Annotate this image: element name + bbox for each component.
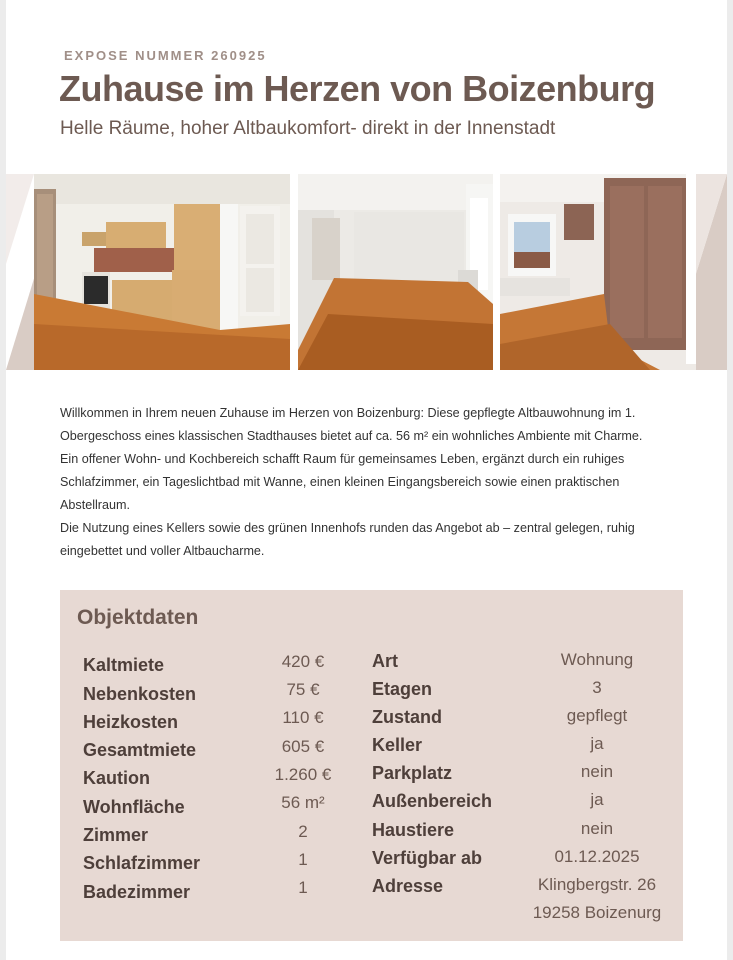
label-nebenkosten: Nebenkosten <box>83 684 197 704</box>
value-etagen: 3 <box>592 678 602 697</box>
value-kaltmiete: 420 € <box>281 652 325 671</box>
value-verfuegbar-ab: 01.12.2025 <box>554 847 640 866</box>
label-art: Art <box>372 651 398 671</box>
label-wohnflaeche: Wohnfläche <box>83 797 185 817</box>
page-title: Zuhause im Herzen von Boizenburg <box>59 68 656 109</box>
label-schlafzimmer: Schlafzimmer <box>83 853 201 873</box>
label-verfuegbar-ab: Verfügbar ab <box>372 848 483 868</box>
value-parkplatz: nein <box>580 762 614 781</box>
value-gesamtmiete: 605 € <box>281 737 325 756</box>
value-zimmer: 2 <box>298 822 308 841</box>
photo-bedroom <box>500 174 696 370</box>
photo-living-room <box>298 174 493 370</box>
intro-paragraph: Die Nutzung eines Kellers sowie des grünen Innenhofs runden das Angebot ab – zentral gelegen, ruhig eingebettet und voller Altbaucharme. <box>60 521 635 558</box>
value-zustand: gepflegt <box>566 706 628 725</box>
label-gesamtmiete: Gesamtmiete <box>83 740 197 760</box>
expose-page <box>6 0 727 960</box>
value-wohnflaeche: 56 m² <box>281 793 325 812</box>
value-schlafzimmer: 1 <box>298 850 308 869</box>
label-adresse: Adresse <box>372 876 444 896</box>
label-parkplatz: Parkplatz <box>372 763 453 783</box>
value-aussenbereich: ja <box>590 790 604 809</box>
value-kaution: 1.260 € <box>274 765 332 784</box>
intro-paragraph: Willkommen in Ihrem neuen Zuhause im Herzen von Boizenburg: Diese gepflegte Altbauwohnung im 1. Obergeschoss eines klassischen Stadthauses bietet auf ca. 56 m² ein wohnliches Ambiente mit Charme. <box>60 406 643 443</box>
page-subtitle: Helle Räume, hoher Altbaukomfort- direkt in der Innenstadt <box>60 118 556 139</box>
photo-kitchen <box>34 174 290 370</box>
label-etagen: Etagen <box>372 679 433 699</box>
label-keller: Keller <box>372 735 423 755</box>
label-heizkosten: Heizkosten <box>83 712 179 732</box>
value-keller: ja <box>590 734 604 753</box>
value-haustiere: nein <box>580 819 614 838</box>
value-adresse-city: 19258 Boizenurg <box>532 903 662 922</box>
label-aussenbereich: Außenbereich <box>372 791 493 811</box>
value-heizkosten: 110 € <box>282 708 324 727</box>
expose-number: EXPOSE NUMMER 260925 <box>64 48 267 63</box>
value-badezimmer: 1 <box>298 878 308 897</box>
objektdaten-box <box>60 590 683 941</box>
value-adresse-street: Klingbergstr. 26 <box>537 875 657 894</box>
value-art: Wohnung <box>560 650 634 669</box>
intro-text <box>60 402 680 563</box>
label-kaltmiete: Kaltmiete <box>83 655 165 675</box>
value-nebenkosten: 75 € <box>286 680 320 699</box>
label-zimmer: Zimmer <box>83 825 149 845</box>
objektdaten-title: Objektdaten <box>77 606 199 629</box>
label-haustiere: Haustiere <box>372 820 455 840</box>
label-zustand: Zustand <box>372 707 442 727</box>
label-kaution: Kaution <box>83 768 150 788</box>
intro-paragraph: Ein offener Wohn- und Kochbereich schafft Raum für gemeinsames Leben, ergänzt durch ein ruhiges Schlafzimmer, ein Tageslichtbad mit Wanne, einen kleinen Eingangsbereich sowie einen praktischen Abstellraum. <box>60 452 625 512</box>
label-badezimmer: Badezimmer <box>83 882 191 902</box>
